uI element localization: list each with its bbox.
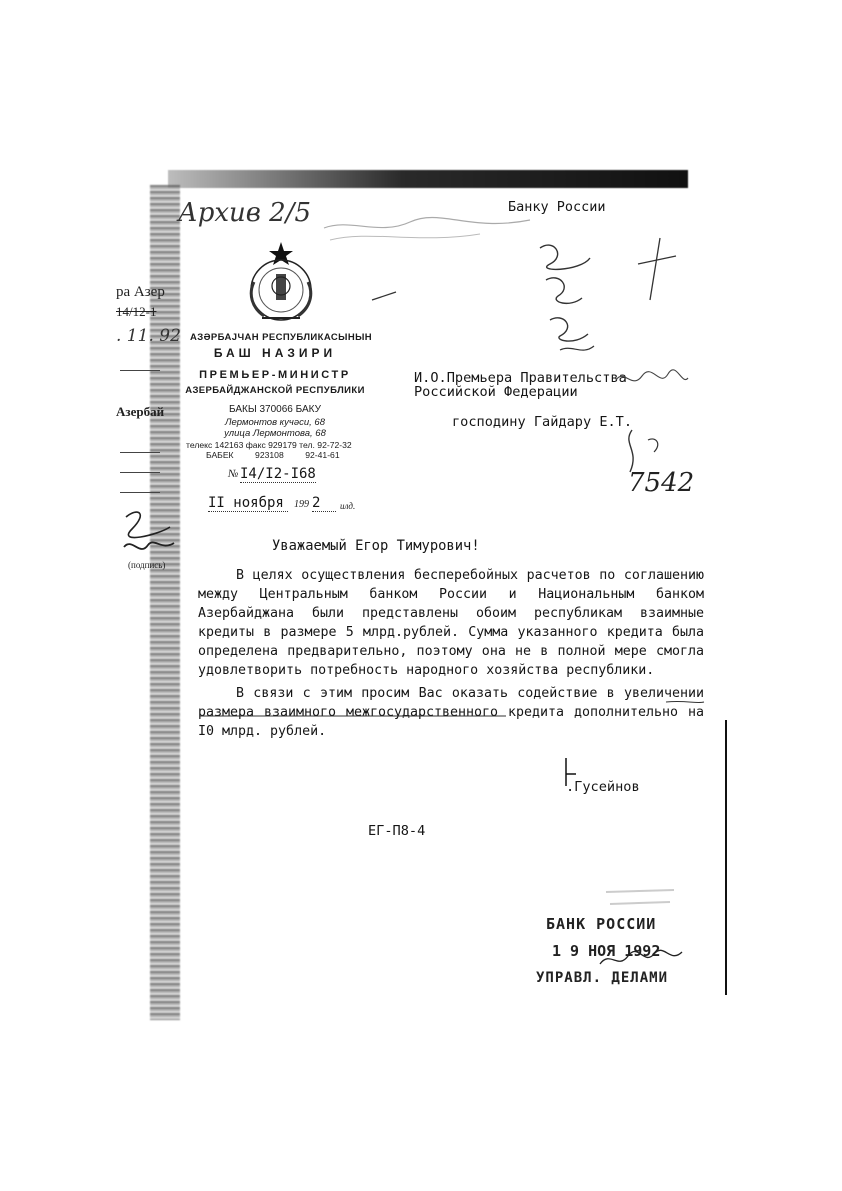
letterhead-az-office: БАШ НАЗИРИ <box>213 346 337 360</box>
stub-rule <box>120 472 160 473</box>
stub-line-2: 14/12-1 <box>116 304 157 319</box>
salutation: Уважаемый Егор Тимурович! <box>272 538 480 554</box>
scan-shadow-top <box>168 170 688 188</box>
date-year-suffix: 2 <box>312 495 336 512</box>
stamp-bank-name: БАНК РОССИИ <box>546 915 657 933</box>
stub-rule <box>120 452 160 453</box>
state-emblem-icon <box>238 238 324 330</box>
letterhead-street-az: Лермонтов кучәси, 68 <box>224 417 325 428</box>
stub-line-3: . 11. 92 <box>116 326 181 346</box>
stub-line-1: ра Азер <box>116 284 165 300</box>
handwritten-note-right <box>612 360 692 400</box>
archive-note: Архив 2/5 <box>178 198 311 228</box>
handwritten-dash <box>370 288 400 308</box>
faint-stamp-text <box>600 882 680 912</box>
scan-edge-right <box>725 720 727 995</box>
outgoing-number: I4/I2-I68 <box>240 466 316 482</box>
stub-rule <box>120 492 160 493</box>
document-code: ЕГ-П8-4 <box>368 823 426 839</box>
stamp-date: 1 9 НОЯ 1992 <box>552 942 661 960</box>
handwritten-check-mark <box>632 234 682 304</box>
handwritten-underline <box>196 700 706 720</box>
date-day-month: II ноября <box>208 495 288 512</box>
handwritten-reg-number: 7542 <box>628 468 695 498</box>
signatory-name: .Гусейнов <box>566 779 640 795</box>
letterhead-ru-title: ПРЕМЬЕР-МИНИСТР <box>199 369 351 381</box>
stub-rule <box>120 370 160 371</box>
stub-line-4: Азербай <box>116 404 165 419</box>
letterhead-city: БАКЫ 370066 БАКУ <box>229 404 321 415</box>
letterhead-street-ru: улица Лермонтова, 68 <box>224 428 326 439</box>
stamp-handwritten-initials <box>596 944 686 974</box>
faint-scribble <box>320 210 540 250</box>
letterhead-ru-republic: АЗЕРБАЙДЖАНСКОЙ РЕСПУБЛИКИ <box>185 385 365 396</box>
date-year-prefix: 199 <box>294 499 309 510</box>
body-paragraph-2: В связи с этим просим Вас оказать содействие в увеличении размера взаимного межгосударственного кредита дополнительно на I0 млрд. рублей. <box>198 686 704 739</box>
letterhead-telex: телекс 142163 факс 929179 тел. 92-72-32 <box>186 440 352 450</box>
handwritten-resolution <box>520 228 630 368</box>
addressee-line-2: Российской Федерации <box>414 384 578 400</box>
letterhead-az-republic: АЗӘРБАЈЧАН РЕСПУБЛИКАСЫНЫН <box>190 332 373 343</box>
date-suffix: илд. <box>340 501 356 511</box>
recipient-top: Банку России <box>508 199 606 215</box>
letterhead-babek: БАБЕК 923108 92-41-61 <box>206 450 340 460</box>
number-prefix: № <box>228 468 239 480</box>
body-paragraph-1: В целях осуществления бесперебойных расчетов по соглашению между Центральным банком России и Национальным банком Азербайджана были представлены обоим республикам взаимные кредиты в размере 5 млрд.рублей. Сумма указанного кредита была определена предварительно, поэтому она не в полной мере смогла удовлетворить потребность народного хозяйства республики. <box>198 568 704 678</box>
addressee-line-3: господину Гайдару Е.Т. <box>452 414 633 430</box>
stub-signature-scribble <box>118 505 178 565</box>
addressee-line-1: И.О.Премьера Правительства <box>414 370 627 386</box>
stamp-department: УПРАВЛ. ДЕЛАМИ <box>536 970 669 986</box>
stub-signature-caption: (подпись) <box>128 560 166 570</box>
